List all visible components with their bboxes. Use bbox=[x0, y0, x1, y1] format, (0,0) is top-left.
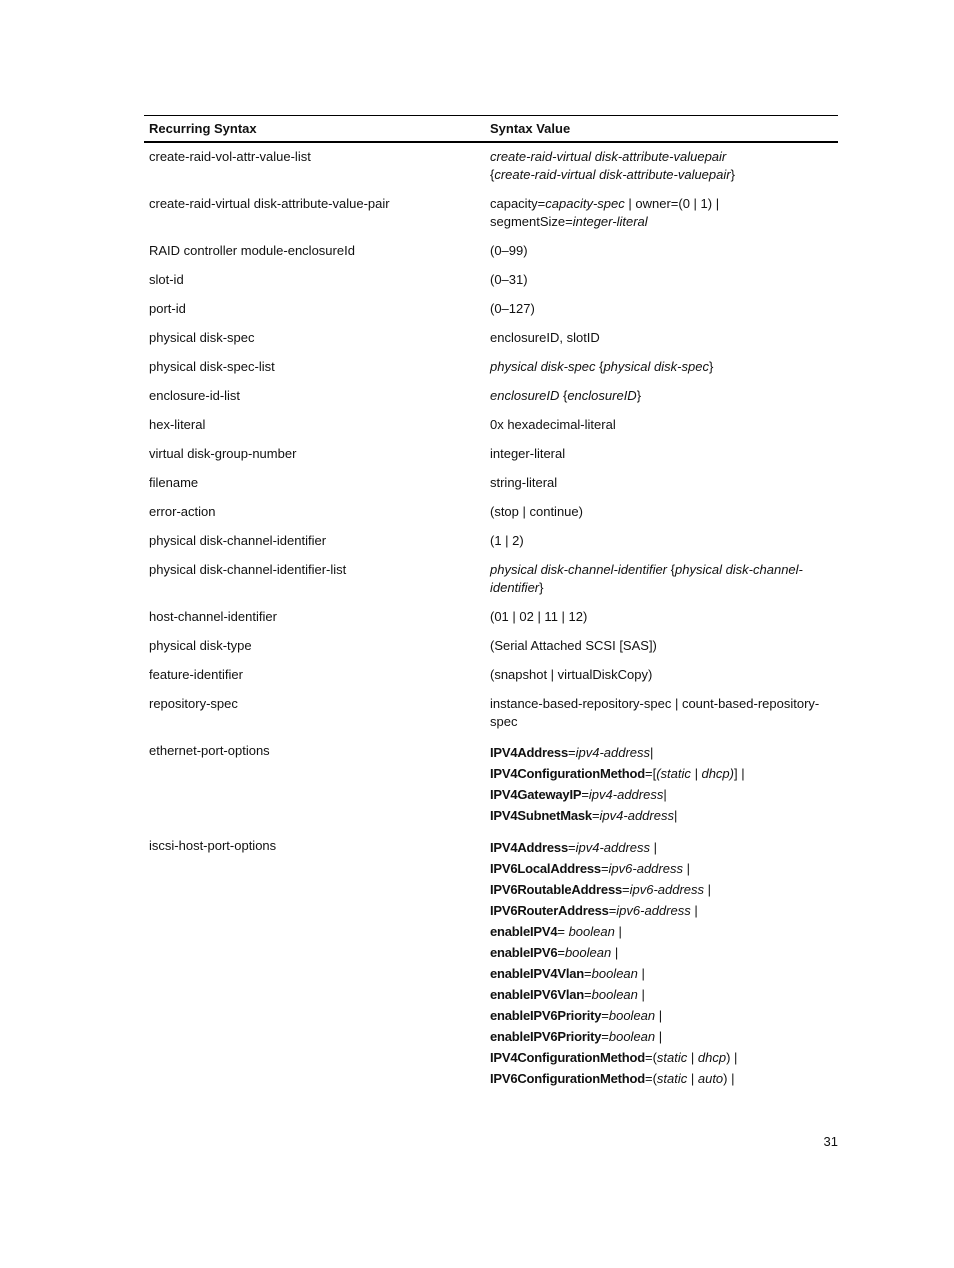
table-row bbox=[144, 440, 838, 469]
syntax-value-line bbox=[490, 561, 833, 579]
table-header bbox=[144, 116, 838, 143]
syntax-value-segment: | bbox=[611, 945, 619, 960]
syntax-value-segment: | bbox=[687, 1071, 698, 1086]
syntax-value-segment: static bbox=[656, 1050, 688, 1065]
syntax-value-line bbox=[490, 387, 833, 405]
syntax-name-cell: create-raid-virtual disk-attribute-value-pair bbox=[149, 196, 390, 211]
syntax-value-segment: boolean bbox=[608, 1029, 656, 1044]
syntax-value-segment: IPV6RouterAddress bbox=[489, 903, 609, 918]
syntax-value-cell bbox=[485, 295, 838, 324]
syntax-value-cell bbox=[485, 353, 838, 382]
syntax-value-cell bbox=[485, 411, 838, 440]
syntax-value-segment: (0–31) bbox=[489, 272, 528, 287]
syntax-value-cell bbox=[485, 832, 838, 1095]
table-row bbox=[144, 527, 838, 556]
syntax-value-line bbox=[490, 742, 833, 763]
syntax-value-segment: } bbox=[708, 359, 714, 374]
syntax-value-segment: (0–99) bbox=[489, 243, 528, 258]
syntax-value-segment: enclosureID bbox=[489, 388, 560, 403]
syntax-value-line bbox=[490, 963, 833, 984]
column-header-recurring-syntax: Recurring Syntax bbox=[144, 116, 485, 143]
syntax-value-cell bbox=[485, 324, 838, 353]
syntax-table bbox=[144, 115, 838, 1095]
syntax-value-line bbox=[490, 445, 833, 463]
syntax-value-line bbox=[490, 805, 833, 826]
syntax-value-segment: capacity= bbox=[489, 196, 546, 211]
syntax-value-line bbox=[490, 242, 833, 260]
syntax-value-line bbox=[490, 474, 833, 492]
syntax-value-line bbox=[490, 416, 833, 434]
syntax-value-cell bbox=[485, 527, 838, 556]
syntax-value-segment: enableIPV6Vlan bbox=[489, 987, 585, 1002]
syntax-value-segment: (01 | 02 | 11 | 12) bbox=[489, 609, 588, 624]
table-row bbox=[144, 142, 838, 190]
syntax-value-segment: } bbox=[539, 580, 544, 595]
syntax-value-line bbox=[490, 900, 833, 921]
table-row bbox=[144, 237, 838, 266]
syntax-value-segment: boolean bbox=[608, 1008, 656, 1023]
syntax-value-segment: (0–127) bbox=[489, 301, 535, 316]
table-row bbox=[144, 737, 838, 832]
syntax-value-segment: | bbox=[673, 808, 678, 823]
syntax-value-segment: IPV4Address bbox=[489, 745, 568, 760]
syntax-name-cell: host-channel-identifier bbox=[149, 609, 277, 624]
syntax-value-cell bbox=[485, 556, 838, 603]
table-row bbox=[144, 832, 838, 1095]
syntax-value-segment: { bbox=[595, 359, 604, 374]
syntax-value-segment: | bbox=[650, 745, 654, 760]
syntax-value-cell bbox=[485, 737, 838, 832]
syntax-value-segment: boolean bbox=[568, 924, 615, 939]
syntax-value-segment: IPV4ConfigurationMethod bbox=[489, 766, 645, 781]
syntax-value-line bbox=[490, 637, 833, 655]
syntax-value-segment: | bbox=[663, 787, 667, 802]
syntax-value-segment: IPV4GatewayIP bbox=[489, 787, 582, 802]
syntax-value-segment: (static | dhcp) bbox=[656, 766, 734, 781]
syntax-value-segment: physical disk-channel-identifier bbox=[489, 562, 668, 577]
syntax-value-cell bbox=[485, 237, 838, 266]
syntax-value-segment: dhcp bbox=[697, 1050, 727, 1065]
syntax-value-segment: ipv4-address bbox=[575, 840, 651, 855]
syntax-value-segment: enableIPV6Priority bbox=[489, 1008, 602, 1023]
syntax-value-segment: ) | bbox=[723, 1071, 735, 1086]
syntax-name-cell: feature-identifier bbox=[149, 667, 243, 682]
syntax-value-cell bbox=[485, 498, 838, 527]
table-row bbox=[144, 382, 838, 411]
syntax-value-segment: instance-based-repository-spec | count-based-repository- bbox=[489, 696, 820, 711]
syntax-value-segment: ipv4-address bbox=[599, 808, 674, 823]
table-row bbox=[144, 469, 838, 498]
syntax-value-segment: integer-literal bbox=[489, 446, 566, 461]
syntax-value-line bbox=[490, 329, 833, 347]
syntax-value-segment: ) | bbox=[726, 1050, 738, 1065]
syntax-name-cell: filename bbox=[149, 475, 199, 490]
syntax-value-segment: capacity-spec bbox=[545, 196, 625, 211]
syntax-name-cell: physical disk-channel-identifier bbox=[149, 533, 327, 548]
syntax-value-segment: enableIPV4 bbox=[489, 924, 558, 939]
syntax-value-segment: ipv6-address bbox=[608, 861, 683, 876]
syntax-value-line bbox=[490, 1068, 833, 1089]
syntax-value-segment: { bbox=[489, 167, 495, 182]
syntax-value-segment: enableIPV6 bbox=[489, 945, 558, 960]
syntax-value-segment: segmentSize= bbox=[489, 214, 573, 229]
table-row bbox=[144, 603, 838, 632]
syntax-name-cell: virtual disk-group-number bbox=[149, 446, 297, 461]
syntax-value-segment: | bbox=[655, 1029, 663, 1044]
syntax-value-segment: = bbox=[601, 1029, 609, 1044]
syntax-value-segment: ipv6-address bbox=[616, 903, 691, 918]
syntax-name-cell: iscsi-host-port-options bbox=[149, 838, 277, 853]
syntax-value-segment: = bbox=[557, 924, 569, 939]
syntax-value-segment: IPV4SubnetMask bbox=[489, 808, 592, 823]
syntax-value-segment: = bbox=[600, 861, 609, 876]
syntax-value-segment: = bbox=[601, 1008, 609, 1023]
syntax-value-line bbox=[490, 358, 833, 376]
syntax-value-cell bbox=[485, 632, 838, 661]
syntax-value-segment: physical disk-spec bbox=[603, 359, 709, 374]
syntax-value-segment: ipv4-address bbox=[588, 787, 664, 802]
syntax-value-segment: 0x hexadecimal-literal bbox=[489, 417, 616, 432]
syntax-value-segment: integer-literal bbox=[572, 214, 648, 229]
syntax-value-segment: } bbox=[730, 167, 735, 182]
syntax-value-segment: enableIPV6Priority bbox=[489, 1029, 602, 1044]
syntax-value-cell bbox=[485, 469, 838, 498]
syntax-name-cell: hex-literal bbox=[149, 417, 206, 432]
syntax-value-segment: { bbox=[667, 562, 675, 577]
page-number: 31 bbox=[823, 1134, 838, 1149]
syntax-value-segment: enableIPV4Vlan bbox=[489, 966, 585, 981]
syntax-value-cell bbox=[485, 266, 838, 295]
syntax-value-line bbox=[490, 984, 833, 1005]
syntax-name-cell: physical disk-spec bbox=[149, 330, 255, 345]
syntax-name-cell: physical disk-channel-identifier-list bbox=[149, 562, 347, 577]
syntax-value-segment: | bbox=[650, 840, 658, 855]
syntax-value-line bbox=[490, 148, 833, 166]
syntax-value-segment: IPV4ConfigurationMethod bbox=[489, 1050, 645, 1065]
syntax-value-segment: = bbox=[557, 945, 565, 960]
syntax-value-segment: physical disk-spec bbox=[489, 359, 596, 374]
syntax-name-cell: repository-spec bbox=[149, 696, 238, 711]
syntax-value-segment: IPV6LocalAddress bbox=[489, 861, 601, 876]
syntax-value-segment: IPV4Address bbox=[489, 840, 568, 855]
syntax-value-segment: = bbox=[608, 903, 617, 918]
syntax-value-segment: ipv6-address bbox=[629, 882, 705, 897]
syntax-value-segment: = bbox=[622, 882, 630, 897]
syntax-value-segment: create-raid-virtual disk-attribute-valuepair bbox=[494, 167, 731, 182]
syntax-value-segment: = bbox=[584, 987, 592, 1002]
syntax-value-segment: IPV6ConfigurationMethod bbox=[489, 1071, 645, 1086]
syntax-value-line bbox=[490, 271, 833, 289]
syntax-name-cell: ethernet-port-options bbox=[149, 743, 270, 758]
syntax-value-segment: =( bbox=[644, 1071, 657, 1086]
syntax-name-cell: port-id bbox=[149, 301, 186, 316]
syntax-value-segment: = bbox=[581, 787, 589, 802]
syntax-value-segment: (snapshot | virtualDiskCopy) bbox=[489, 667, 653, 682]
syntax-name-cell: create-raid-vol-attr-value-list bbox=[149, 149, 311, 164]
table-row bbox=[144, 190, 838, 237]
syntax-value-segment: boolean bbox=[591, 966, 638, 981]
syntax-value-segment: ipv4-address bbox=[575, 745, 651, 760]
syntax-value-segment: =[ bbox=[644, 766, 657, 781]
syntax-value-segment: enclosureID, slotID bbox=[489, 330, 600, 345]
syntax-name-cell: error-action bbox=[149, 504, 216, 519]
syntax-value-segment: | owner=(0 | 1) | bbox=[624, 196, 720, 211]
syntax-value-segment: static bbox=[656, 1071, 688, 1086]
syntax-value-line bbox=[490, 837, 833, 858]
syntax-value-line bbox=[490, 921, 833, 942]
table-body bbox=[144, 142, 838, 1095]
syntax-name-cell: slot-id bbox=[149, 272, 184, 287]
syntax-value-line bbox=[490, 503, 833, 521]
syntax-value-segment: } bbox=[636, 388, 642, 403]
syntax-value-segment: physical disk-channel- bbox=[674, 562, 803, 577]
syntax-value-cell bbox=[485, 142, 838, 190]
syntax-value-segment: spec bbox=[489, 714, 518, 729]
syntax-value-cell bbox=[485, 603, 838, 632]
syntax-value-line bbox=[490, 763, 833, 784]
syntax-value-segment: = bbox=[568, 745, 576, 760]
syntax-value-segment: | bbox=[690, 903, 698, 918]
table-row bbox=[144, 353, 838, 382]
syntax-value-segment: =( bbox=[644, 1050, 657, 1065]
syntax-value-segment: create-raid-virtual disk-attribute-valuepair bbox=[489, 149, 727, 164]
syntax-name-cell: physical disk-spec-list bbox=[149, 359, 275, 374]
syntax-value-line bbox=[490, 166, 833, 184]
syntax-value-segment: (Serial Attached SCSI [SAS]) bbox=[489, 638, 657, 653]
table-row bbox=[144, 661, 838, 690]
syntax-value-line bbox=[490, 213, 833, 231]
syntax-value-line bbox=[490, 300, 833, 318]
syntax-value-segment: | bbox=[655, 1008, 663, 1023]
syntax-value-cell bbox=[485, 190, 838, 237]
syntax-value-segment: | bbox=[637, 987, 645, 1002]
syntax-value-cell bbox=[485, 690, 838, 737]
syntax-value-cell bbox=[485, 382, 838, 411]
header-row bbox=[144, 116, 838, 143]
syntax-value-segment: | bbox=[614, 924, 622, 939]
syntax-value-segment: identifier bbox=[489, 580, 540, 595]
syntax-value-line bbox=[490, 1047, 833, 1068]
syntax-value-line bbox=[490, 879, 833, 900]
table-row bbox=[144, 556, 838, 603]
syntax-value-segment: auto bbox=[697, 1071, 724, 1086]
syntax-value-segment: IPV6RoutableAddress bbox=[489, 882, 622, 897]
syntax-value-cell bbox=[485, 440, 838, 469]
syntax-value-line bbox=[490, 1005, 833, 1026]
table-row bbox=[144, 632, 838, 661]
syntax-value-segment: string-literal bbox=[489, 475, 558, 490]
syntax-value-line bbox=[490, 195, 833, 213]
syntax-name-cell: physical disk-type bbox=[149, 638, 252, 653]
syntax-value-cell bbox=[485, 661, 838, 690]
syntax-value-line bbox=[490, 579, 833, 597]
syntax-value-line bbox=[490, 858, 833, 879]
syntax-value-segment: | bbox=[687, 1050, 698, 1065]
syntax-value-segment: (stop | continue) bbox=[489, 504, 583, 519]
syntax-value-segment: = bbox=[568, 840, 576, 855]
syntax-name-cell: enclosure-id-list bbox=[149, 388, 241, 403]
syntax-value-line bbox=[490, 1026, 833, 1047]
syntax-name-cell: RAID controller module-enclosureId bbox=[149, 243, 355, 258]
syntax-value-line bbox=[490, 695, 833, 713]
syntax-value-segment: | bbox=[682, 861, 690, 876]
table-row bbox=[144, 324, 838, 353]
syntax-value-segment: boolean bbox=[591, 987, 638, 1002]
syntax-value-segment: | bbox=[637, 966, 645, 981]
syntax-value-line bbox=[490, 666, 833, 684]
syntax-value-segment: | bbox=[704, 882, 712, 897]
syntax-value-segment: = bbox=[591, 808, 600, 823]
table-row bbox=[144, 266, 838, 295]
column-header-syntax-value: Syntax Value bbox=[485, 116, 838, 143]
syntax-value-segment: = bbox=[584, 966, 592, 981]
syntax-value-line bbox=[490, 784, 833, 805]
syntax-value-line bbox=[490, 713, 833, 731]
syntax-value-segment: boolean bbox=[564, 945, 612, 960]
table-row bbox=[144, 498, 838, 527]
table-row bbox=[144, 295, 838, 324]
syntax-value-line bbox=[490, 942, 833, 963]
syntax-value-line bbox=[490, 608, 833, 626]
syntax-value-segment: { bbox=[559, 388, 568, 403]
syntax-value-segment: ] | bbox=[734, 766, 745, 781]
syntax-value-line bbox=[490, 532, 833, 550]
syntax-value-segment: enclosureID bbox=[567, 388, 637, 403]
table-row bbox=[144, 690, 838, 737]
table-row bbox=[144, 411, 838, 440]
syntax-value-segment: (1 | 2) bbox=[489, 533, 524, 548]
